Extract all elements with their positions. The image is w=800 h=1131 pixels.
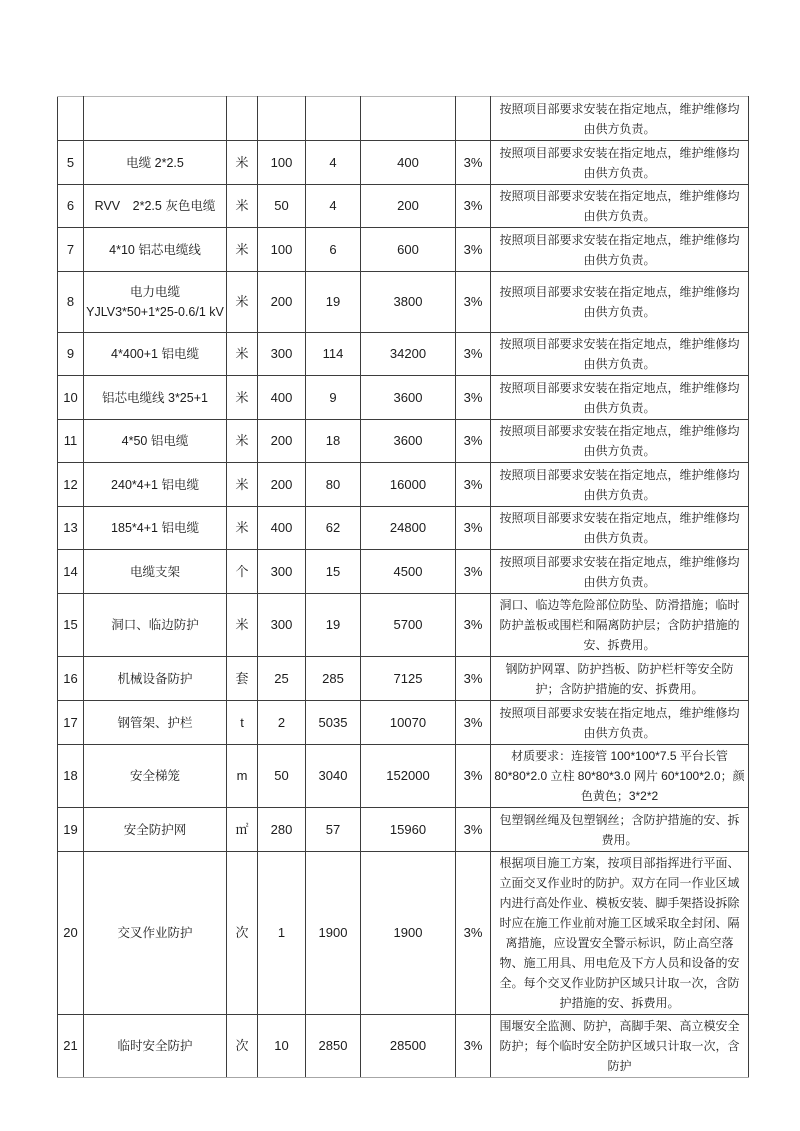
row-number-cell: 14: [58, 550, 84, 594]
table-row: [58, 657, 749, 701]
unit-cell: 个: [227, 550, 258, 594]
row-number-cell: 12: [58, 463, 84, 507]
total-amount-cell: 152000: [361, 745, 456, 808]
item-name-cell: 240*4+1 铝电缆: [84, 463, 227, 507]
item-name-cell: 铝芯电缆线 3*25+1: [84, 376, 227, 420]
total-amount-cell: 28500: [361, 1015, 456, 1078]
rate-cell: 3%: [456, 228, 491, 272]
rate-cell: 3%: [456, 657, 491, 701]
quantity-cell: [258, 97, 306, 141]
row-number-cell: 16: [58, 657, 84, 701]
item-name-cell: 钢管架、护栏: [84, 701, 227, 745]
total-amount-cell: 3600: [361, 376, 456, 420]
unit-cell: 米: [227, 376, 258, 420]
remark-cell: 根据项目施工方案，按项目部指挥进行平面、立面交叉作业时的防护。双方在同一作业区域内进行高处作业、模板安装、脚手架搭设拆除时应在施工作业前对施工区域采取全封闭、隔离措施，应设置安全警示标识，防止高空落物、施工用具、用电危及下方人员和设备的安全。每个交叉作业防护区域只计取一次，含防护措施的安、拆费用。: [491, 852, 749, 1015]
remark-cell: 按照项目部要求安装在指定地点，维护维修均由供方负责。: [491, 185, 749, 228]
quantity-cell: 300: [258, 550, 306, 594]
item-name-cell: [84, 97, 227, 141]
rate-cell: 3%: [456, 463, 491, 507]
table-row: [58, 1015, 749, 1078]
remark-cell: 按照项目部要求安装在指定地点，维护维修均由供方负责。: [491, 97, 749, 141]
quantity-cell: 100: [258, 228, 306, 272]
remark-cell: 按照项目部要求安装在指定地点，维护维修均由供方负责。: [491, 701, 749, 745]
total-amount-cell: 16000: [361, 463, 456, 507]
table-row: [58, 507, 749, 550]
table-row: [58, 272, 749, 333]
rate-cell: 3%: [456, 420, 491, 463]
row-number-cell: 6: [58, 185, 84, 228]
table-row: [58, 594, 749, 657]
row-number-cell: 18: [58, 745, 84, 808]
quantity-cell: 25: [258, 657, 306, 701]
unit-cell: 米: [227, 463, 258, 507]
unit-cell: [227, 97, 258, 141]
item-name-cell: 电缆 2*2.5: [84, 141, 227, 185]
item-name-cell: 安全梯笼: [84, 745, 227, 808]
remark-cell: 按照项目部要求安装在指定地点，维护维修均由供方负责。: [491, 333, 749, 376]
unit-price-cell: 80: [306, 463, 361, 507]
unit-cell: 次: [227, 852, 258, 1015]
remark-cell: 按照项目部要求安装在指定地点，维护维修均由供方负责。: [491, 141, 749, 185]
unit-cell: 米: [227, 228, 258, 272]
row-number-cell: 13: [58, 507, 84, 550]
table-row: [58, 701, 749, 745]
rate-cell: 3%: [456, 376, 491, 420]
rate-cell: 3%: [456, 550, 491, 594]
rate-cell: [456, 97, 491, 141]
unit-cell: 米: [227, 333, 258, 376]
unit-price-cell: 5035: [306, 701, 361, 745]
rate-cell: 3%: [456, 272, 491, 333]
rate-cell: 3%: [456, 594, 491, 657]
quantity-cell: 50: [258, 185, 306, 228]
remark-cell: 材质要求：连接管 100*100*7.5 平台长管 80*80*2.0 立柱 80*80*3.0 网片 60*100*2.0；颜色黄色；3*2*2: [491, 745, 749, 808]
item-name-cell: RVV 2*2.5 灰色电缆: [84, 185, 227, 228]
quantity-cell: 2: [258, 701, 306, 745]
rate-cell: 3%: [456, 808, 491, 852]
rate-cell: 3%: [456, 141, 491, 185]
total-amount-cell: 200: [361, 185, 456, 228]
item-name-cell: 洞口、临边防护: [84, 594, 227, 657]
unit-cell: 米: [227, 594, 258, 657]
item-name-cell: 185*4+1 铝电缆: [84, 507, 227, 550]
remark-cell: 按照项目部要求安装在指定地点，维护维修均由供方负责。: [491, 507, 749, 550]
quantity-cell: 300: [258, 333, 306, 376]
remark-cell: 按照项目部要求安装在指定地点，维护维修均由供方负责。: [491, 228, 749, 272]
quantity-cell: 300: [258, 594, 306, 657]
item-name-cell: 电缆支架: [84, 550, 227, 594]
rate-cell: 3%: [456, 333, 491, 376]
total-amount-cell: 34200: [361, 333, 456, 376]
total-amount-cell: [361, 97, 456, 141]
item-name-cell: 交叉作业防护: [84, 852, 227, 1015]
item-name-cell: 机械设备防护: [84, 657, 227, 701]
item-name-cell: 4*50 铝电缆: [84, 420, 227, 463]
unit-price-cell: [306, 97, 361, 141]
unit-price-cell: 2850: [306, 1015, 361, 1078]
quantity-cell: 280: [258, 808, 306, 852]
quantity-cell: 1: [258, 852, 306, 1015]
unit-cell: 米: [227, 141, 258, 185]
row-number-cell: 9: [58, 333, 84, 376]
table-row: [58, 97, 749, 141]
unit-price-cell: 6: [306, 228, 361, 272]
unit-cell: m: [227, 745, 258, 808]
rate-cell: 3%: [456, 507, 491, 550]
total-amount-cell: 15960: [361, 808, 456, 852]
unit-cell: 米: [227, 420, 258, 463]
unit-price-cell: 114: [306, 333, 361, 376]
quantity-cell: 200: [258, 420, 306, 463]
unit-price-cell: 9: [306, 376, 361, 420]
unit-price-cell: 19: [306, 272, 361, 333]
unit-price-cell: 1900: [306, 852, 361, 1015]
unit-cell: t: [227, 701, 258, 745]
table-row: [58, 376, 749, 420]
unit-cell: 米: [227, 272, 258, 333]
unit-price-cell: 285: [306, 657, 361, 701]
total-amount-cell: 400: [361, 141, 456, 185]
total-amount-cell: 3600: [361, 420, 456, 463]
row-number-cell: 17: [58, 701, 84, 745]
unit-cell: ㎡: [227, 808, 258, 852]
unit-price-cell: 62: [306, 507, 361, 550]
total-amount-cell: 1900: [361, 852, 456, 1015]
unit-price-cell: 15: [306, 550, 361, 594]
row-number-cell: 5: [58, 141, 84, 185]
row-number-cell: 15: [58, 594, 84, 657]
row-number-cell: [58, 97, 84, 141]
total-amount-cell: 5700: [361, 594, 456, 657]
row-number-cell: 7: [58, 228, 84, 272]
unit-price-cell: 18: [306, 420, 361, 463]
table-body: [58, 97, 749, 1078]
total-amount-cell: 4500: [361, 550, 456, 594]
remark-cell: 包塑钢丝绳及包塑钢丝；含防护措施的安、拆费用。: [491, 808, 749, 852]
remark-cell: 洞口、临边等危险部位防坠、防滑措施；临时防护盖板或围栏和隔离防护层；含防护措施的安、拆费用。: [491, 594, 749, 657]
table-row: [58, 463, 749, 507]
unit-price-cell: 4: [306, 185, 361, 228]
bill-of-quantities-table: [57, 96, 749, 1078]
unit-price-cell: 57: [306, 808, 361, 852]
quantity-cell: 400: [258, 507, 306, 550]
table-row: [58, 745, 749, 808]
table-row: [58, 550, 749, 594]
quantity-cell: 200: [258, 463, 306, 507]
remark-cell: 按照项目部要求安装在指定地点，维护维修均由供方负责。: [491, 272, 749, 333]
item-name-cell: 电力电缆 YJLV3*50+1*25-0.6/1 kV: [84, 272, 227, 333]
rate-cell: 3%: [456, 185, 491, 228]
remark-cell: 按照项目部要求安装在指定地点，维护维修均由供方负责。: [491, 463, 749, 507]
unit-cell: 米: [227, 185, 258, 228]
rate-cell: 3%: [456, 745, 491, 808]
quantity-cell: 10: [258, 1015, 306, 1078]
table-row: [58, 141, 749, 185]
quantity-cell: 50: [258, 745, 306, 808]
remark-cell: 围堰安全监测、防护，高脚手架、高立模安全防护；每个临时安全防护区域只计取一次，含防护: [491, 1015, 749, 1078]
item-name-cell: 临时安全防护: [84, 1015, 227, 1078]
rate-cell: 3%: [456, 852, 491, 1015]
remark-cell: 按照项目部要求安装在指定地点，维护维修均由供方负责。: [491, 420, 749, 463]
unit-cell: 次: [227, 1015, 258, 1078]
remark-cell: 按照项目部要求安装在指定地点，维护维修均由供方负责。: [491, 376, 749, 420]
unit-price-cell: 4: [306, 141, 361, 185]
unit-price-cell: 3040: [306, 745, 361, 808]
row-number-cell: 19: [58, 808, 84, 852]
row-number-cell: 11: [58, 420, 84, 463]
table-row: [58, 228, 749, 272]
rate-cell: 3%: [456, 1015, 491, 1078]
table-row: [58, 852, 749, 1015]
table-row: [58, 808, 749, 852]
item-name-cell: 4*400+1 铝电缆: [84, 333, 227, 376]
unit-price-cell: 19: [306, 594, 361, 657]
rate-cell: 3%: [456, 701, 491, 745]
table-row: [58, 185, 749, 228]
quantity-cell: 400: [258, 376, 306, 420]
total-amount-cell: 24800: [361, 507, 456, 550]
table-row: [58, 333, 749, 376]
item-name-cell: 4*10 铝芯电缆线: [84, 228, 227, 272]
quantity-cell: 100: [258, 141, 306, 185]
unit-cell: 米: [227, 507, 258, 550]
total-amount-cell: 600: [361, 228, 456, 272]
row-number-cell: 20: [58, 852, 84, 1015]
item-name-cell: 安全防护网: [84, 808, 227, 852]
total-amount-cell: 3800: [361, 272, 456, 333]
row-number-cell: 10: [58, 376, 84, 420]
remark-cell: 按照项目部要求安装在指定地点，维护维修均由供方负责。: [491, 550, 749, 594]
total-amount-cell: 7125: [361, 657, 456, 701]
row-number-cell: 21: [58, 1015, 84, 1078]
remark-cell: 钢防护网罩、防护挡板、防护栏杆等安全防护；含防护措施的安、拆费用。: [491, 657, 749, 701]
quantity-cell: 200: [258, 272, 306, 333]
total-amount-cell: 10070: [361, 701, 456, 745]
unit-cell: 套: [227, 657, 258, 701]
table-row: [58, 420, 749, 463]
row-number-cell: 8: [58, 272, 84, 333]
